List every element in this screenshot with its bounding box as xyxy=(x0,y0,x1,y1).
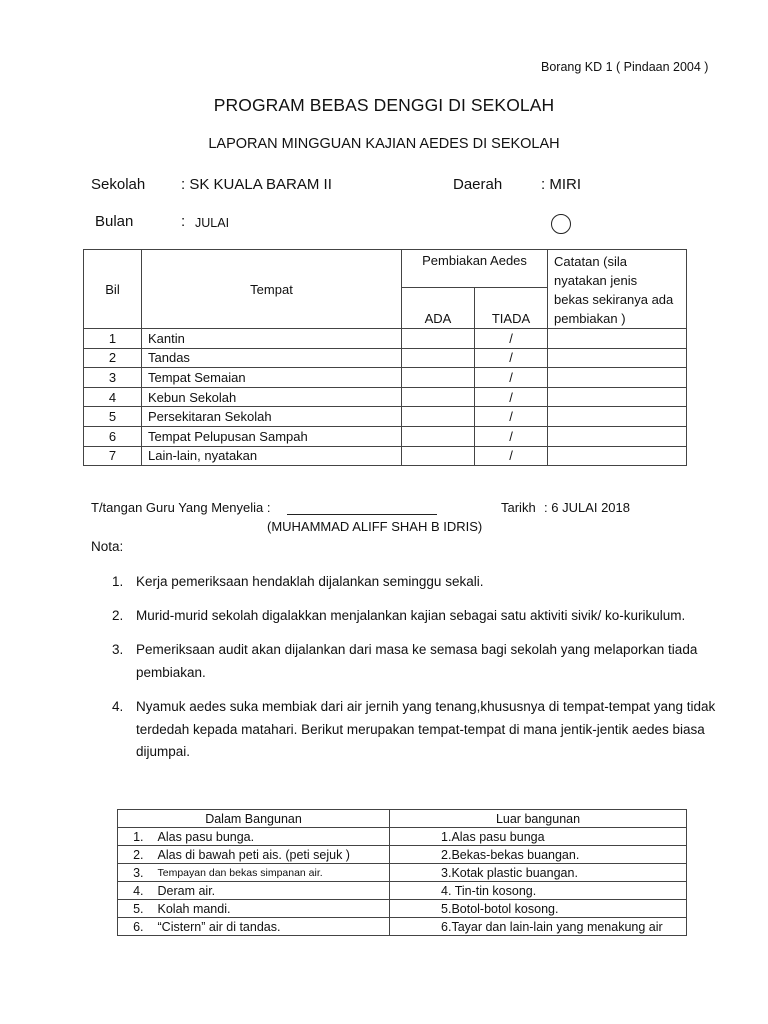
table-row xyxy=(118,900,687,918)
row-number: 5. xyxy=(118,900,148,918)
row-bil: 7 xyxy=(84,446,142,466)
row-tiada: / xyxy=(475,446,548,466)
header-catatan xyxy=(548,250,687,329)
catatan-line: nyatakan jenis xyxy=(554,273,638,288)
row-number: 1. xyxy=(118,828,148,846)
row-number: 4. xyxy=(118,882,148,900)
row-dalam: “Cistern” air di tandas. xyxy=(148,918,390,936)
row-number: 2. xyxy=(118,846,148,864)
row-bil: 6 xyxy=(84,426,142,446)
row-bil: 4 xyxy=(84,387,142,407)
row-tempat: Kebun Sekolah xyxy=(142,387,402,407)
row-dalam: Tempayan dan bekas simpanan air. xyxy=(148,864,390,882)
nota-item-text: Murid-murid sekolah digalakkan menjalankan kajian sebagai satu aktiviti sivik/ ko-kurikulum. xyxy=(136,608,686,623)
row-tempat: Tempat Semaian xyxy=(142,368,402,388)
table-row xyxy=(118,918,687,936)
table-row xyxy=(118,846,687,864)
catatan-line: pembiakan ) xyxy=(554,311,626,326)
table-row xyxy=(84,348,687,368)
row-luar: 6.Tayar dan lain-lain yang menakung air xyxy=(390,918,687,936)
row-luar: 5.Botol-botol kosong. xyxy=(390,900,687,918)
nota-item-number: 2. xyxy=(112,608,124,623)
header-luar-bangunan: Luar bangunan xyxy=(390,810,687,828)
signature-line xyxy=(287,514,437,515)
bulan-label: Bulan xyxy=(95,213,134,230)
nota-item-number: 3. xyxy=(112,642,124,657)
nota-item-text: Pemeriksaan audit akan dijalankan dari masa ke semasa bagi sekolah yang melaporkan tiada pembiakan. xyxy=(136,642,698,680)
row-luar: 2.Bekas-bekas buangan. xyxy=(390,846,687,864)
row-dalam: Deram air. xyxy=(148,882,390,900)
row-bil: 3 xyxy=(84,368,142,388)
table-row xyxy=(84,426,687,446)
row-tempat: Persekitaran Sekolah xyxy=(142,407,402,427)
row-tiada: / xyxy=(475,329,548,349)
table-row xyxy=(118,864,687,882)
breeding-places-table xyxy=(117,809,687,936)
table-row xyxy=(118,828,687,846)
row-luar: 4. Tin-tin kosong. xyxy=(390,882,687,900)
header-tiada: TIADA xyxy=(475,288,548,329)
row-tiada: / xyxy=(475,348,548,368)
row-bil: 1 xyxy=(84,329,142,349)
row-number: 6. xyxy=(118,918,148,936)
row-tiada: / xyxy=(475,368,548,388)
row-tiada: / xyxy=(475,387,548,407)
row-catatan xyxy=(548,348,687,368)
sekolah-label: Sekolah xyxy=(91,176,146,193)
row-number: 3. xyxy=(118,864,148,882)
row-ada xyxy=(402,407,475,427)
header-dalam-bangunan: Dalam Bangunan xyxy=(118,810,390,828)
row-dalam: Alas pasu bunga. xyxy=(148,828,390,846)
supervisor-name: (MUHAMMAD ALIFF SHAH B IDRIS) xyxy=(267,519,483,534)
nota-title: Nota: xyxy=(91,539,124,554)
row-ada xyxy=(402,446,475,466)
header-pembiakan: Pembiakan Aedes xyxy=(402,250,548,288)
row-catatan xyxy=(548,387,687,407)
header-ada: ADA xyxy=(402,288,475,329)
catatan-line: Catatan (sila xyxy=(554,254,627,269)
row-tiada: / xyxy=(475,426,548,446)
date-label: Tarikh xyxy=(501,500,536,515)
row-tiada: / xyxy=(475,407,548,427)
row-luar: 1.Alas pasu bunga xyxy=(390,828,687,846)
table-row xyxy=(84,446,687,466)
row-tempat: Tempat Pelupusan Sampah xyxy=(142,426,402,446)
header-bil: Bil xyxy=(84,250,142,329)
row-catatan xyxy=(548,446,687,466)
page-subtitle: LAPORAN MINGGUAN KAJIAN AEDES DI SEKOLAH xyxy=(208,136,560,152)
circle-mark xyxy=(551,214,571,234)
row-ada xyxy=(402,368,475,388)
daerah-label: Daerah xyxy=(453,176,503,193)
bulan-value: JULAI xyxy=(195,216,230,230)
nota-item-number: 4. xyxy=(112,699,124,714)
date-value: : 6 JULAI 2018 xyxy=(544,500,630,515)
row-tempat: Kantin xyxy=(142,329,402,349)
nota-item-text: Nyamuk aedes suka membiak dari air jernih yang tenang,khususnya di tempat-tempat yang tidak terdedah kepada matahari. Berikut merupakan tempat-tempat di mana jentik-jentik aedes biasa dijumpai. xyxy=(136,699,716,759)
row-dalam: Kolah mandi. xyxy=(148,900,390,918)
header-tempat: Tempat xyxy=(142,250,402,329)
row-tempat: Lain-lain, nyatakan xyxy=(142,446,402,466)
row-ada xyxy=(402,329,475,349)
page-title: PROGRAM BEBAS DENGGI DI SEKOLAH xyxy=(213,95,555,115)
row-catatan xyxy=(548,407,687,427)
sekolah-value: : SK KUALA BARAM II xyxy=(181,176,332,193)
nota-item-text: Kerja pemeriksaan hendaklah dijalankan seminggu sekali. xyxy=(136,574,484,589)
form-code: Borang KD 1 ( Pindaan 2004 ) xyxy=(541,60,709,74)
daerah-value: : MIRI xyxy=(541,176,581,193)
table-row xyxy=(84,368,687,388)
table-row xyxy=(118,882,687,900)
row-ada xyxy=(402,426,475,446)
row-ada xyxy=(402,387,475,407)
table-row xyxy=(84,329,687,349)
aedes-survey-table xyxy=(83,249,687,466)
catatan-line: bekas sekiranya ada xyxy=(554,292,674,307)
row-dalam: Alas di bawah peti ais. (peti sejuk ) xyxy=(148,846,390,864)
row-bil: 2 xyxy=(84,348,142,368)
row-ada xyxy=(402,348,475,368)
row-catatan xyxy=(548,329,687,349)
row-tempat: Tandas xyxy=(142,348,402,368)
row-catatan xyxy=(548,368,687,388)
signature-label: T/tangan Guru Yang Menyelia : xyxy=(91,500,271,515)
table-row xyxy=(84,407,687,427)
row-catatan xyxy=(548,426,687,446)
row-bil: 5 xyxy=(84,407,142,427)
nota-item-number: 1. xyxy=(112,574,124,589)
bulan-colon: : xyxy=(181,213,186,230)
row-luar: 3.Kotak plastic buangan. xyxy=(390,864,687,882)
table-row xyxy=(84,387,687,407)
